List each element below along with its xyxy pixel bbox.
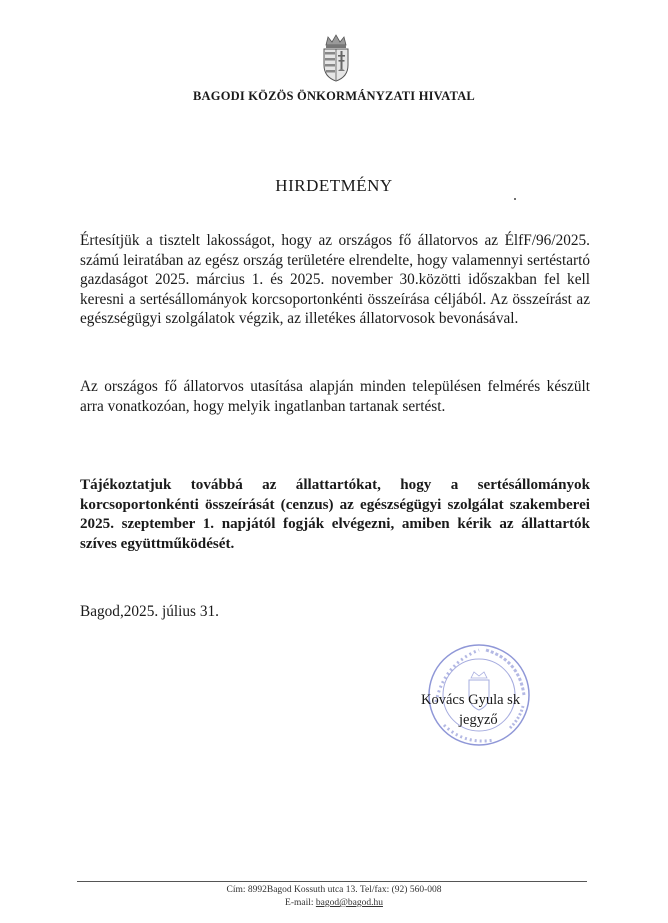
footer-divider [77, 881, 587, 882]
place-date: Bagod,2025. július 31. [80, 603, 219, 620]
footer-email-link[interactable]: bagod@bagod.hu [315, 898, 383, 908]
paragraph-survey: Az országos fő állatorvos utasítása alapján minden településen felmérés készült arra vonatkozóan, hogy melyik ingatlanban tartanak sertést. [80, 378, 590, 415]
footer-email-label: E-mail: [285, 898, 314, 908]
stray-mark [514, 198, 516, 200]
footer-email-line [0, 898, 668, 908]
office-name: BAGODI KÖZÖS ÖNKORMÁNYZATI HIVATAL [193, 89, 475, 103]
signer-name: Kovács Gyula sk [421, 692, 521, 708]
signer-title: jegyző [459, 712, 498, 728]
document-title: HIRDETMÉNY [275, 176, 393, 195]
paragraph-notice: Értesítjük a tisztelt lakosságot, hogy az országos fő állatorvos az ÉlfF/96/2025. számú leiratában az egész ország területére elrendelte, hogy valamennyi sertéstartó gazdaságot 2025. március 1. és 2025. november 30.közötti időszakban fel kell keresni a sertésállományok korcsoportonkénti összeírása céljából. Az összeírást az egészségügyi szolgálatok végzik, az illetékes állatorvosok bevonásával. [80, 232, 590, 327]
paragraph-census-info: Tájékoztatjuk továbbá az állattartókat, hogy a sertésállományok korcsoportonkénti összeírását (cenzus) az egészségügyi szolgálat szakemberei 2025. szeptember 1. napjától fogják elvégezni, amiben kérik az állattartók szíves együttműködését. [80, 477, 590, 552]
coat-of-arms-icon [316, 33, 356, 83]
footer-address: Cím: 8992Bagod Kossuth utca 13. Tel/fax: (92) 560-008 [226, 885, 442, 895]
